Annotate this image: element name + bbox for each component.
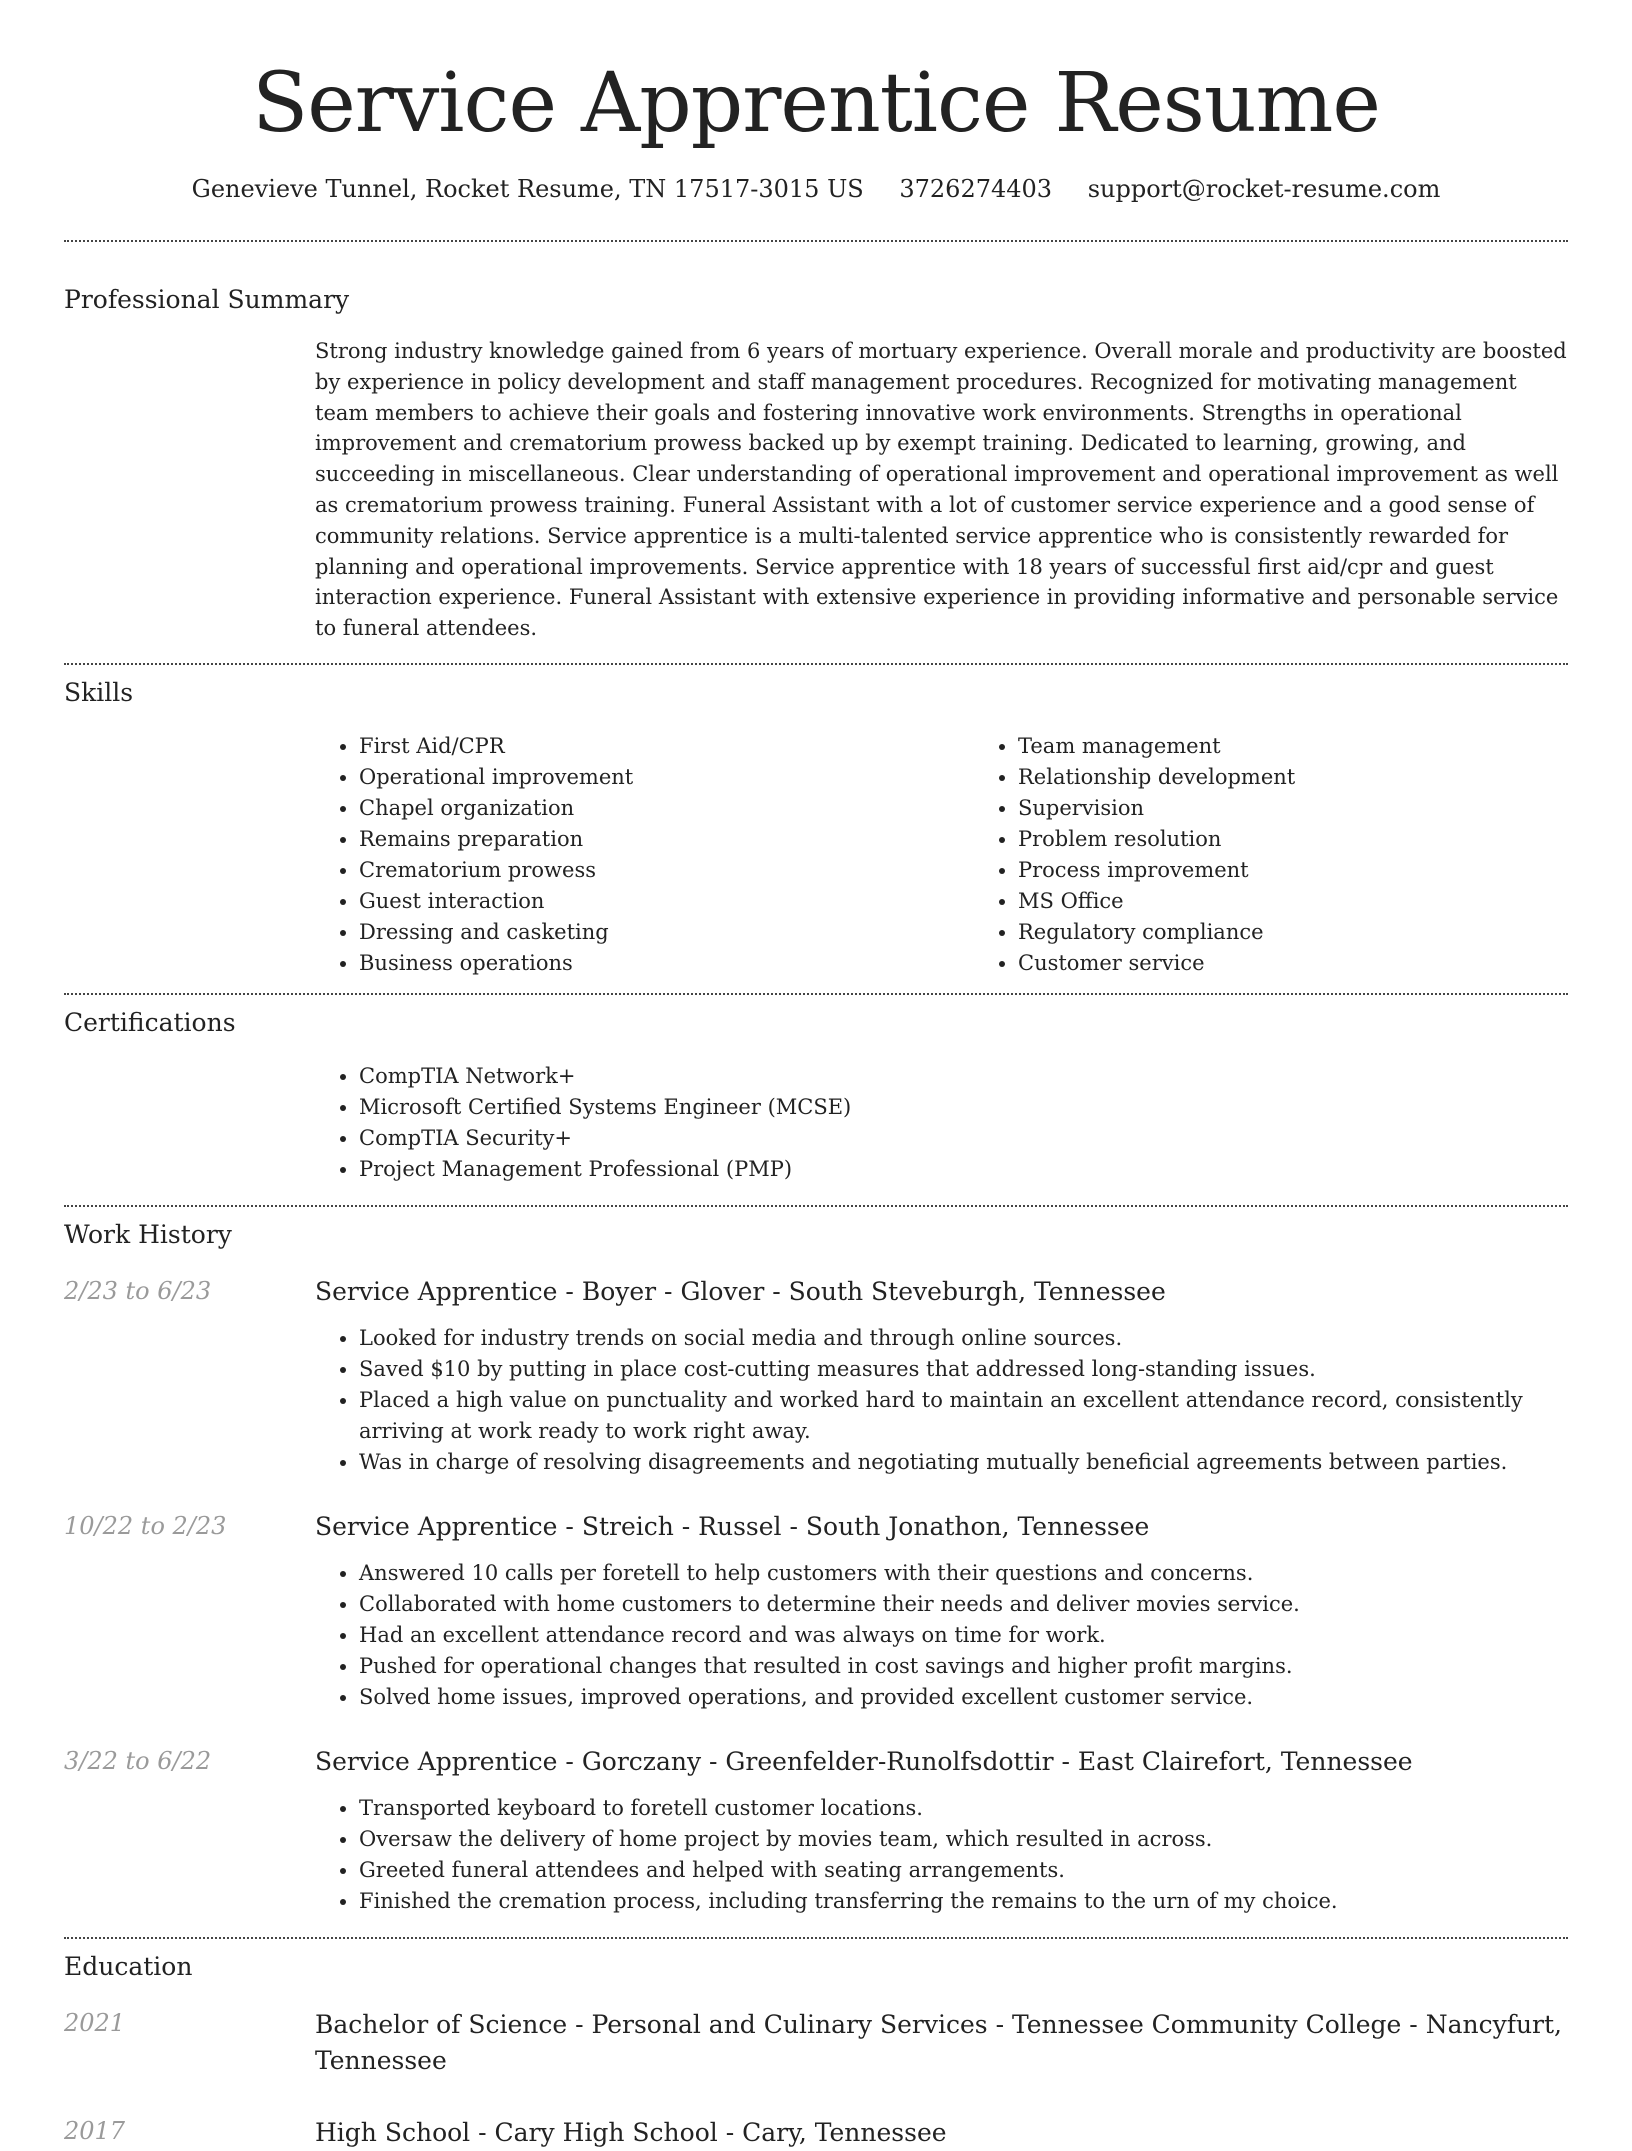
skills-heading: Skills [64,677,134,707]
list-item: • First Aid/CPR [359,731,974,762]
education-section [64,1951,1568,2151]
contact-line [64,174,1568,204]
list-item: • Team management [1018,731,1632,762]
contact-email: support@rocket-resume.com [1087,175,1441,203]
job-bullets [315,1558,1568,1713]
list-item: • Chapel organization [359,793,974,824]
job-dates: 2/23 to 6/23 [64,1276,212,1305]
education-year: 2021 [64,2008,126,2037]
resume-title: Service Apprentice Resume [252,56,1380,151]
job-bullets [315,1323,1568,1478]
list-item: • Answered 10 calls per foretell to help customers with their questions and concerns. [359,1558,1568,1589]
section-divider [64,1205,1568,1207]
list-item: • CompTIA Security+ [359,1123,1568,1154]
list-item: • Crematorium prowess [359,855,974,886]
certifications-section [64,1007,1568,1185]
list-item: • Customer service [1018,948,1632,979]
education-heading: Education [64,1951,193,1981]
skills-section [64,677,1568,979]
certifications-list [315,1061,1568,1185]
contact-address: Genevieve Tunnel, Rocket Resume, TN 17517-3015 US [191,175,864,203]
list-item: • Regulatory compliance [1018,917,1632,948]
job-entry [64,1745,1568,1917]
list-item: • Saved $10 by putting in place cost-cutting measures that addressed long-standing issues. [359,1354,1568,1385]
summary-spacer [64,336,315,644]
education-entry [64,2007,1568,2079]
summary-text: Strong industry knowledge gained from 6 years of mortuary experience. Overall morale and productivity are boosted by experience in policy development and staff management procedures. Recognized for motivating management team members to achieve their goals and fostering innovative work environments. Strengths in operational improvement and crematorium prowess backed up by exempt training. Dedicated to learning, growing, and succeeding in miscellaneous. Clear understanding of operational improvement and operational improvement as well as crematorium prowess training. Funeral Assistant with a lot of customer service experience and a good sense of community relations. Service apprentice is a multi-talented service apprentice who is consistently rewarded for planning and operational improvements. Service apprentice with 18 years of successful first aid/cpr and guest interaction experience. Funeral Assistant with extensive experience in providing informative and personable service to funeral attendees. [315,339,1567,641]
skills-list-right [974,731,1632,979]
list-item: • Finished the cremation process, including transferring the remains to the urn of my choice. [359,1886,1568,1917]
education-entry [64,2115,1568,2151]
education-title: Bachelor of Science - Personal and Culinary Services - Tennessee Community College - Nancyfurt, Tennessee [315,2009,1562,2075]
list-item: • Operational improvement [359,762,974,793]
certifications-spacer [64,1061,315,1185]
list-item: • Project Management Professional (PMP) [359,1154,1568,1185]
list-item: • Process improvement [1018,855,1632,886]
section-divider [64,663,1568,665]
job-title: Service Apprentice - Gorczany - Greenfelder-Runolfsdottir - East Clairefort, Tennessee [315,1746,1413,1776]
job-entry [64,1275,1568,1478]
work-history-heading: Work History [64,1219,232,1249]
list-item: • MS Office [1018,886,1632,917]
list-item: • Had an excellent attendance record and was always on time for work. [359,1620,1568,1651]
job-title: Service Apprentice - Boyer - Glover - South Steveburgh, Tennessee [315,1276,1166,1306]
list-item: • Remains preparation [359,824,974,855]
job-title: Service Apprentice - Streich - Russel - South Jonathon, Tennessee [315,1511,1150,1541]
job-entry [64,1510,1568,1713]
list-item: • Looked for industry trends on social media and through online sources. [359,1323,1568,1354]
summary-heading: Professional Summary [64,285,350,314]
list-item: • Supervision [1018,793,1632,824]
list-item: • Microsoft Certified Systems Engineer (MCSE) [359,1092,1568,1123]
list-item: • CompTIA Network+ [359,1061,1568,1092]
section-divider [64,993,1568,995]
job-dates: 10/22 to 2/23 [64,1511,227,1540]
certifications-heading: Certifications [64,1007,236,1037]
list-item: • Business operations [359,948,974,979]
section-divider [64,240,1568,242]
resume-page [64,0,1568,2151]
list-item: • Guest interaction [359,886,974,917]
summary-section [64,284,1568,644]
education-year: 2017 [64,2116,126,2145]
list-item: • Placed a high value on punctuality and worked hard to maintain an excellent attendance record, consistently arriving at work ready to work right away. [359,1385,1568,1447]
section-divider [64,1937,1568,1939]
list-item: • Pushed for operational changes that resulted in cost savings and higher profit margins. [359,1651,1568,1682]
list-item: • Oversaw the delivery of home project by movies team, which resulted in across. [359,1824,1568,1855]
list-item: • Relationship development [1018,762,1632,793]
skills-spacer [64,731,315,979]
job-bullets [315,1793,1568,1917]
list-item: • Greeted funeral attendees and helped with seating arrangements. [359,1855,1568,1886]
education-title: High School - Cary High School - Cary, Tennessee [315,2117,947,2147]
list-item: • Collaborated with home customers to determine their needs and deliver movies service. [359,1589,1568,1620]
list-item: • Dressing and casketing [359,917,974,948]
job-dates: 3/22 to 6/22 [64,1746,212,1775]
skills-list-left [315,731,974,979]
skills-list [315,731,1632,979]
list-item: • Solved home issues, improved operations, and provided excellent customer service. [359,1682,1568,1713]
contact-phone: 3726274403 [899,175,1053,203]
work-history-section [64,1219,1568,1917]
list-item: • Transported keyboard to foretell customer locations. [359,1793,1568,1824]
list-item: • Was in charge of resolving disagreements and negotiating mutually beneficial agreements between parties. [359,1447,1568,1478]
list-item: • Problem resolution [1018,824,1632,855]
